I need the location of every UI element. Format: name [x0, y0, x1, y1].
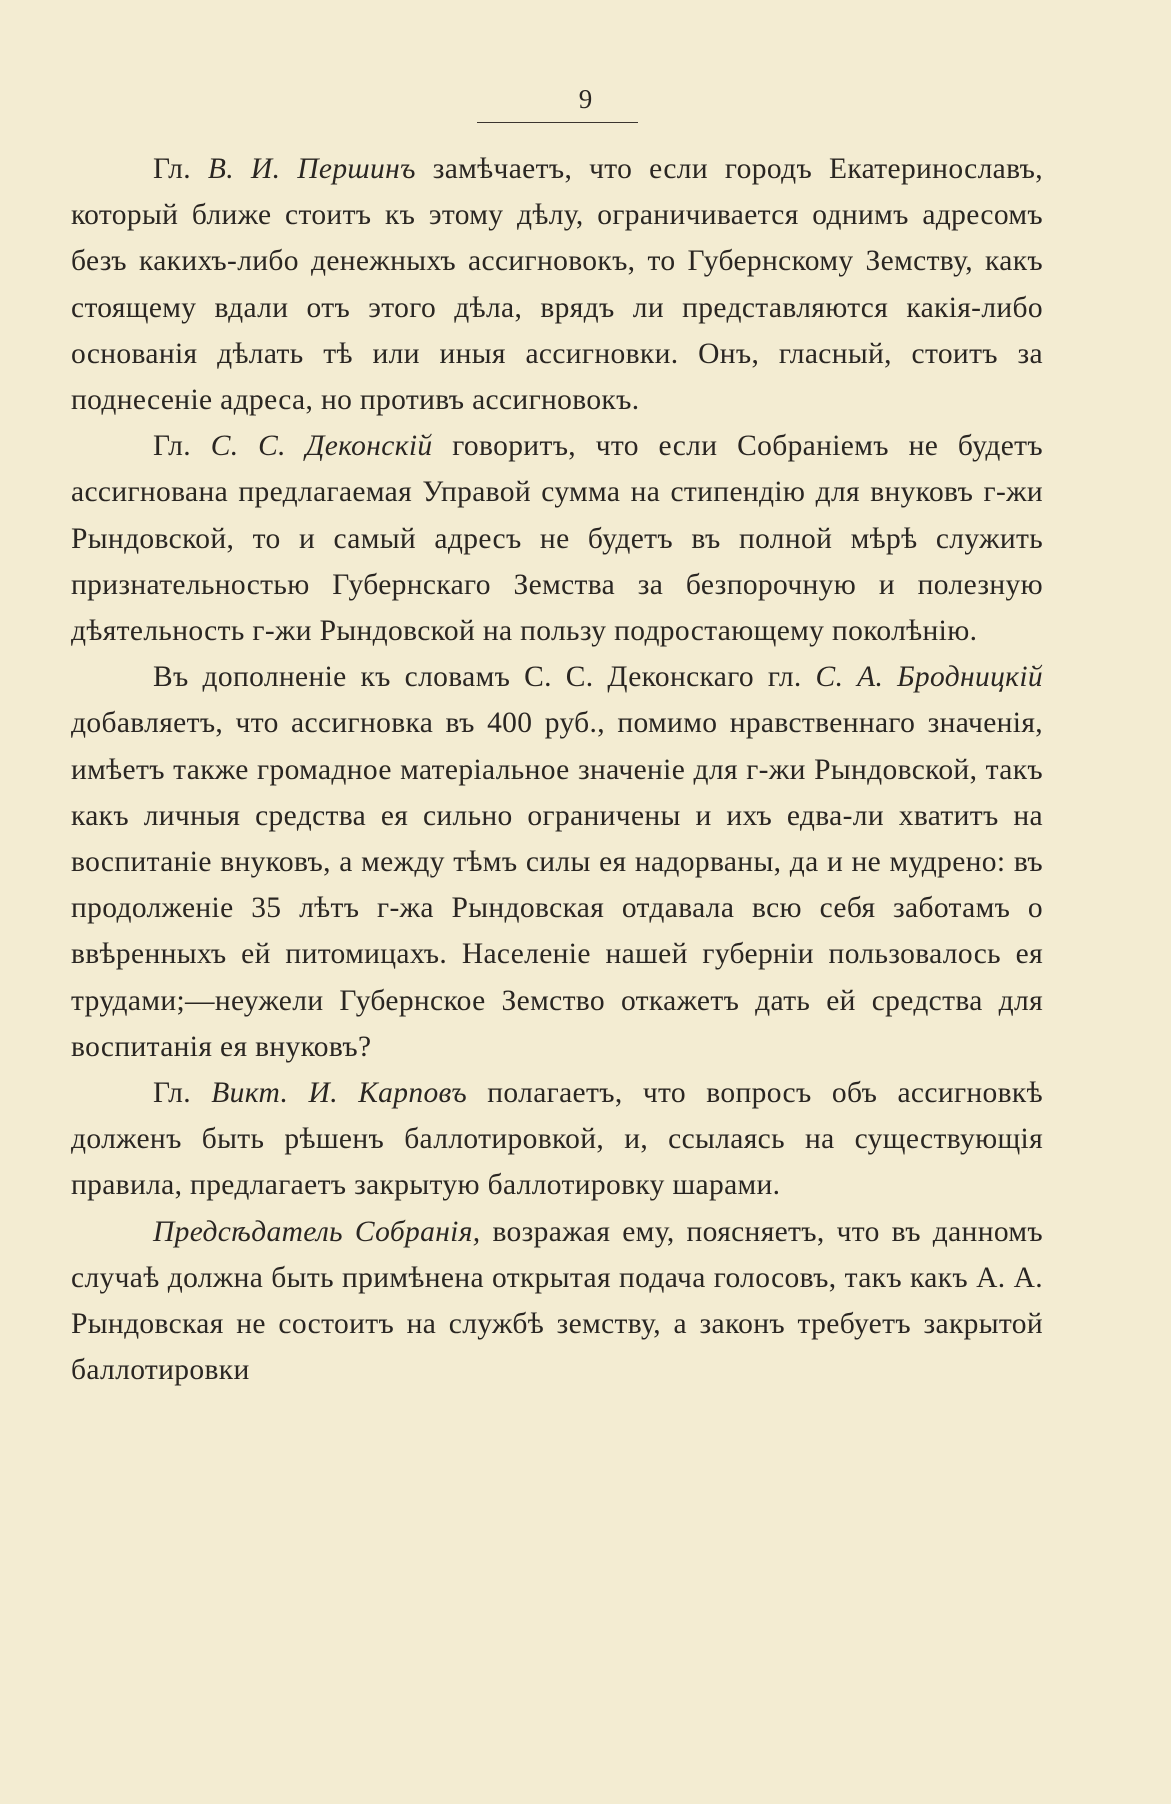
paragraph-chairman: [71, 1209, 1043, 1394]
speaker-name: С. А. Бродницкій: [815, 661, 1043, 694]
paragraph-text: замѣчаетъ, что если городъ Екатеринославъ, который ближе стоитъ къ этому дѣлу, ограничивается однимъ адресомъ безъ какихъ-либо денежныхъ ассигновокъ, то Губернскому Земству, какъ стоящему вдали отъ этого дѣла, врядъ ли представляются какія-либо основанія дѣлать тѣ или иныя ассигновки. Онъ, гласный, стоитъ за поднесеніе адреса, но противъ ассигновокъ.: [71, 153, 1043, 417]
speaker-name: В. И. Першинъ: [207, 153, 416, 185]
paragraph-text: говоритъ, что если Собраніемъ не будетъ ассигнована предлагаемая Управой сумма на стипендію для внуковъ г-жи Рындовской, то и самый адресъ не будетъ въ полной мѣрѣ служить признательностью Губернскаго Земства за безпорочную и полезную дѣятельность г-жи Рындовской на пользу подростающему поколѣнію.: [71, 430, 1043, 648]
body-text: [71, 146, 1043, 1393]
paragraph-prefix: Гл.: [153, 430, 211, 463]
paragraph-dekonsky: [71, 423, 1043, 654]
page-number: 9: [578, 84, 593, 114]
paragraph-karpov: [71, 1070, 1043, 1209]
paragraph-prefix: Гл.: [153, 153, 208, 185]
paragraph-text: полагаетъ, что вопросъ объ ассигновкѣ долженъ быть рѣшенъ баллотировкой, и, ссылаясь на существующія правила, предлагаетъ закрытую баллотировку шарами.: [71, 1077, 1043, 1202]
speaker-name: Викт. И. Карповъ: [211, 1077, 467, 1110]
paragraph-prefix: Гл.: [153, 1077, 212, 1110]
speaker-name: Предсѣдатель Собранія,: [153, 1215, 481, 1248]
paragraph-brodnitsky: [71, 654, 1043, 1070]
paragraph-text: добавляетъ, что ассигновка въ 400 руб., помимо нравственнаго значенія, имѣетъ также громадное матеріальное значеніе для г-жи Рындовской, такъ какъ личныя средства ея сильно ограничены и ихъ едва-ли хватитъ на воспитаніе внуковъ, а между тѣмъ силы ея надорваны, да и не мудрено: въ продолженіе 35 лѣтъ г-жа Рындовская отдавала всю себя заботамъ о ввѣренныхъ ей питомицахъ. Населеніе нашей губерніи пользовалось ея трудами;—неужели Губернское Земство откажетъ дать ей средства для воспитанія ея внуковъ?: [71, 707, 1043, 1063]
paragraph-prefix: Въ дополненіе къ словамъ С. С. Деконскаго гл.: [153, 661, 816, 694]
paragraph-text: возражая ему, поясняетъ, что въ данномъ случаѣ должна быть примѣнена открытая подача голосовъ, такъ какъ А. А. Рындовская не состоитъ на службѣ земству, а законъ требуетъ закрытой баллотировки: [71, 1215, 1043, 1387]
header-rule: [477, 122, 638, 123]
paragraph-pershin: [71, 146, 1043, 423]
speaker-name: С. С. Деконскій: [210, 430, 433, 463]
